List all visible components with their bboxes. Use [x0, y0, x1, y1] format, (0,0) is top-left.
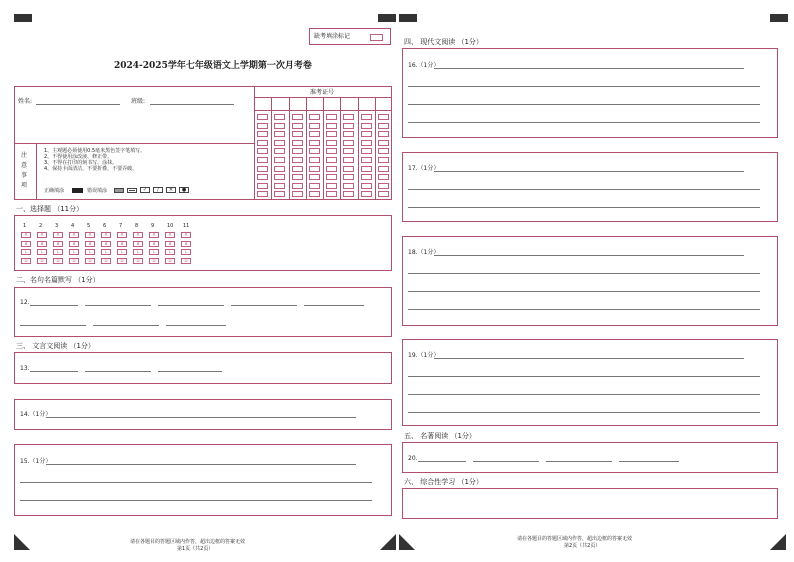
corner-marker-top-center-left — [378, 14, 396, 22]
ticket-digit-bubble[interactable] — [257, 157, 268, 163]
q16-answer-line[interactable] — [408, 86, 760, 87]
ticket-digit-bubble[interactable] — [343, 123, 354, 129]
choice-number: 9 — [151, 223, 155, 229]
q20-blank[interactable] — [473, 461, 539, 462]
ticket-digit-bubble[interactable] — [274, 148, 285, 154]
q19-answer-line[interactable] — [408, 376, 760, 377]
choice-bubble[interactable]: A — [101, 232, 111, 238]
choice-bubble[interactable]: C — [101, 249, 111, 255]
ticket-digit-bubble[interactable] — [343, 131, 354, 137]
choice-bubble[interactable]: C — [133, 249, 143, 255]
q17-answer-box — [402, 152, 778, 222]
ticket-digit-bubble[interactable] — [361, 123, 372, 129]
choice-number: 4 — [71, 223, 75, 229]
wrong-fill-sample-slash-icon: / — [153, 187, 163, 193]
q18-answer-line[interactable] — [408, 309, 760, 310]
ticket-digit-bubble[interactable] — [309, 131, 320, 137]
ticket-digit-bubble[interactable] — [257, 123, 268, 129]
q15-answer-line[interactable] — [46, 464, 356, 465]
choice-bubble[interactable]: D — [181, 258, 191, 264]
ticket-digit-bubble[interactable] — [378, 166, 389, 172]
ticket-digit-bubble[interactable] — [257, 148, 268, 154]
choice-bubble[interactable]: C — [21, 249, 31, 255]
choice-bubble[interactable]: C — [181, 249, 191, 255]
q14-label: 14.（1分） — [20, 411, 52, 418]
wrong-fill-sample-dot-icon: ● — [179, 187, 189, 193]
choice-number: 8 — [135, 223, 139, 229]
choice-bubble[interactable]: D — [85, 258, 95, 264]
corner-triangle-bottom-left — [14, 534, 30, 550]
class-field[interactable] — [150, 104, 234, 105]
notes-heading-char: 注 — [21, 152, 28, 159]
ticket-digit-bubble[interactable] — [343, 174, 354, 180]
ticket-digit-bubble[interactable] — [343, 191, 354, 197]
ticket-column-divider — [340, 97, 341, 200]
correct-fill-label: 正确填涂 — [44, 188, 65, 194]
ticket-digit-bubble[interactable] — [378, 131, 389, 137]
q18-answer-line[interactable] — [434, 255, 744, 256]
ticket-digit-bubble[interactable] — [292, 140, 303, 146]
q15-answer-line[interactable] — [20, 482, 372, 483]
notes-line: 2、不得使用涂改液、修正带。 — [44, 154, 113, 160]
ticket-digit-bubble[interactable] — [361, 166, 372, 172]
notes-list — [44, 148, 145, 172]
q19-answer-line[interactable] — [408, 394, 760, 395]
q12-blank[interactable] — [20, 325, 86, 326]
choice-bubble[interactable]: D — [53, 258, 63, 264]
ticket-digit-bubble[interactable] — [361, 114, 372, 120]
choice-bubble[interactable]: C — [149, 249, 159, 255]
ticket-digit-bubble[interactable] — [343, 148, 354, 154]
section-2-title: 二、名句名篇默写 （1分） — [16, 276, 100, 284]
choice-number: 10 — [167, 223, 174, 229]
absent-mark-bubble[interactable] — [370, 34, 383, 41]
ticket-digit-bubble[interactable] — [343, 157, 354, 163]
absent-mark-label: 缺考填涂标记 — [314, 33, 351, 40]
absent-mark-box — [309, 28, 391, 45]
section-4-title: 四、 现代文阅读 （1分） — [404, 38, 483, 46]
q18-label: 18.（1分） — [408, 249, 440, 256]
wrong-fill-label: 错误填涂 — [87, 188, 108, 194]
ticket-digit-bubble[interactable] — [361, 191, 372, 197]
ticket-digit-bubble[interactable] — [292, 123, 303, 129]
ticket-digit-bubble[interactable] — [326, 191, 337, 197]
ticket-digit-bubble[interactable] — [343, 140, 354, 146]
ticket-digit-bubble[interactable] — [378, 123, 389, 129]
ticket-digit-bubble[interactable] — [274, 191, 285, 197]
section-3-title: 三、 文言文阅读 （1分） — [16, 342, 95, 350]
choice-bubble[interactable]: C — [85, 249, 95, 255]
ticket-digit-bubble[interactable] — [326, 140, 337, 146]
q12-blank[interactable] — [85, 305, 151, 306]
ticket-digit-bubble[interactable] — [309, 140, 320, 146]
exam-title: 2024-2025学年七年级语文上学期第一次月考卷 — [114, 61, 312, 71]
notes-heading — [21, 152, 31, 189]
footer-notice-left: 请在各题目的答题区域内作答，超出边框的答案无效 — [130, 539, 246, 545]
q19-answer-line[interactable] — [408, 412, 760, 413]
choice-number: 2 — [39, 223, 43, 229]
q20-answer-box — [402, 442, 778, 473]
ticket-digit-bubble[interactable] — [309, 148, 320, 154]
choice-bubble[interactable]: B — [149, 241, 159, 247]
choice-bubble[interactable]: D — [117, 258, 127, 264]
ticket-column-divider — [375, 97, 376, 200]
ticket-digit-bubble[interactable] — [361, 157, 372, 163]
ticket-digit-bubble[interactable] — [292, 114, 303, 120]
ticket-digit-bubble[interactable] — [309, 166, 320, 172]
q20-blank[interactable] — [418, 461, 466, 462]
ticket-digit-bubble[interactable] — [309, 123, 320, 129]
choice-bubble[interactable]: C — [117, 249, 127, 255]
ticket-digit-bubble[interactable] — [274, 114, 285, 120]
choice-bubble[interactable]: A — [149, 232, 159, 238]
q12-blank[interactable] — [158, 305, 224, 306]
section-1-title: 一、选择题 （11分） — [16, 205, 84, 213]
ticket-digit-bubble[interactable] — [326, 123, 337, 129]
choice-bubble[interactable]: B — [165, 241, 175, 247]
q17-label: 17.（1分） — [408, 165, 440, 172]
ticket-digit-bubble[interactable] — [274, 166, 285, 172]
ticket-digit-bubble[interactable] — [309, 191, 320, 197]
ticket-digit-bubble[interactable] — [361, 174, 372, 180]
choice-bubble[interactable]: C — [165, 249, 175, 255]
choice-bubble[interactable]: C — [37, 249, 47, 255]
footer-notice-right: 请在各题目的答题区域内作答，超出边框的答案无效 — [517, 536, 633, 542]
ticket-digit-bubble[interactable] — [257, 131, 268, 137]
choice-number: 6 — [103, 223, 107, 229]
notes-heading-char: 事 — [21, 172, 28, 179]
ticket-digit-bubble[interactable] — [361, 140, 372, 146]
choice-bubble[interactable]: D — [69, 258, 79, 264]
choice-bubble[interactable]: A — [133, 232, 143, 238]
wrong-fill-sample-cross-icon: ✕ — [166, 187, 176, 193]
ticket-digit-bubble[interactable] — [378, 191, 389, 197]
ticket-column-divider — [271, 97, 272, 200]
choice-bubble[interactable]: A — [37, 232, 47, 238]
corner-marker-top-center-right — [399, 14, 417, 22]
choice-bubble[interactable]: B — [85, 241, 95, 247]
q14-answer-line[interactable] — [46, 417, 356, 418]
name-label: 姓名: — [18, 98, 33, 105]
ticket-digit-bubble[interactable] — [292, 131, 303, 137]
ticket-digit-bubble[interactable] — [309, 157, 320, 163]
choice-bubble[interactable]: A — [117, 232, 127, 238]
choice-number: 1 — [23, 223, 27, 229]
footer-page-right: 第2页（共2页） — [564, 543, 601, 549]
ticket-digit-bubble[interactable] — [378, 148, 389, 154]
ticket-digit-bubble[interactable] — [292, 183, 303, 189]
q13-blank[interactable] — [30, 371, 78, 372]
ticket-digit-bubble[interactable] — [326, 174, 337, 180]
ticket-digit-bubble[interactable] — [309, 183, 320, 189]
ticket-digit-bubble[interactable] — [292, 148, 303, 154]
ticket-digit-bubble[interactable] — [257, 191, 268, 197]
notes-line: 3、不得在打印的刻书写、涂抹。 — [44, 160, 118, 166]
ticket-digit-bubble[interactable] — [274, 140, 285, 146]
q20-label: 20. — [408, 455, 418, 462]
q20-blank[interactable] — [546, 461, 612, 462]
ticket-column-divider — [289, 97, 290, 200]
choice-bubble[interactable]: A — [85, 232, 95, 238]
q15-answer-box — [14, 444, 392, 516]
ticket-column-divider — [358, 97, 359, 200]
q12-blank[interactable] — [30, 305, 78, 306]
ticket-digit-bubble[interactable] — [326, 148, 337, 154]
ticket-digit-bubble[interactable] — [378, 157, 389, 163]
ticket-digit-bubble[interactable] — [257, 183, 268, 189]
choice-bubble[interactable]: C — [53, 249, 63, 255]
corner-triangle-bottom-right — [770, 534, 786, 550]
ticket-digit-bubble[interactable] — [378, 183, 389, 189]
q16-answer-line[interactable] — [408, 122, 760, 123]
ticket-digit-bubble[interactable] — [309, 174, 320, 180]
q16-label: 16.（1分） — [408, 62, 440, 69]
ticket-digit-bubble[interactable] — [378, 114, 389, 120]
q14-answer-box — [14, 399, 392, 430]
ticket-digit-bubble[interactable] — [326, 114, 337, 120]
ticket-digit-bubble[interactable] — [343, 114, 354, 120]
ticket-digit-bubble[interactable] — [257, 140, 268, 146]
choice-bubble[interactable]: B — [21, 241, 31, 247]
choice-bubble[interactable]: B — [101, 241, 111, 247]
q13-blank[interactable] — [158, 371, 222, 372]
q17-answer-line[interactable] — [408, 189, 760, 190]
q18-answer-box — [402, 236, 778, 326]
notes-line: 1、主观题必须使用0.5毫米黑色签字笔填写。 — [44, 148, 146, 154]
ticket-digit-bubble[interactable] — [292, 157, 303, 163]
q20-blank[interactable] — [619, 461, 679, 462]
ticket-digit-bubble[interactable] — [361, 131, 372, 137]
ticket-digit-bubble[interactable] — [378, 174, 389, 180]
ticket-digit-bubble[interactable] — [274, 174, 285, 180]
section-6-answer-box[interactable] — [402, 488, 778, 519]
choice-bubble[interactable]: D — [149, 258, 159, 264]
wrong-fill-sample-2 — [127, 188, 137, 193]
ticket-digit-bubble[interactable] — [257, 166, 268, 172]
ticket-digit-bubble[interactable] — [292, 191, 303, 197]
ticket-digit-bubble[interactable] — [309, 114, 320, 120]
class-label: 班级: — [131, 98, 146, 105]
wrong-fill-sample-1 — [114, 188, 124, 193]
ticket-number-label: 准考证号 — [310, 89, 335, 96]
correct-fill-sample — [72, 188, 83, 193]
q13-label: 13. — [20, 365, 30, 372]
choice-bubble[interactable]: D — [37, 258, 47, 264]
q13-blank[interactable] — [85, 371, 151, 372]
choice-bubble[interactable]: D — [165, 258, 175, 264]
choice-bubble[interactable]: A — [181, 232, 191, 238]
ticket-digit-bubble[interactable] — [343, 183, 354, 189]
q17-answer-line[interactable] — [434, 171, 744, 172]
choice-bubble[interactable]: A — [21, 232, 31, 238]
corner-marker-top-left — [14, 14, 32, 22]
q17-answer-line[interactable] — [408, 207, 760, 208]
ticket-digit-bubble[interactable] — [257, 114, 268, 120]
notes-heading-char: 项 — [21, 182, 28, 189]
choice-bubble[interactable]: B — [37, 241, 47, 247]
choice-bubble[interactable]: B — [133, 241, 143, 247]
ticket-digit-bubble[interactable] — [343, 166, 354, 172]
ticket-digit-bubble[interactable] — [292, 174, 303, 180]
q12-label: 12. — [20, 299, 30, 306]
q15-answer-line[interactable] — [20, 500, 372, 501]
footer-page-left: 第1页（共2页） — [177, 546, 214, 552]
q12-blank[interactable] — [166, 325, 226, 326]
ticket-column-divider — [306, 97, 307, 200]
ticket-digit-bubble[interactable] — [326, 166, 337, 172]
choice-bubble[interactable]: A — [69, 232, 79, 238]
choice-bubble[interactable]: D — [21, 258, 31, 264]
ticket-digit-bubble[interactable] — [361, 148, 372, 154]
ticket-digit-bubble[interactable] — [326, 183, 337, 189]
q16-answer-box — [402, 48, 778, 138]
choice-number: 7 — [119, 223, 123, 229]
notes-line: 4、保持卡面清洁，不要折叠，不要弄破。 — [44, 166, 138, 172]
q16-answer-line[interactable] — [408, 104, 760, 105]
ticket-digit-bubble[interactable] — [274, 131, 285, 137]
ticket-digit-bubble[interactable] — [378, 140, 389, 146]
choice-bubble[interactable]: B — [117, 241, 127, 247]
section-6-title: 六、 综合性学习 （1分） — [404, 478, 483, 486]
q19-answer-line[interactable] — [434, 358, 744, 359]
q18-answer-line[interactable] — [408, 273, 760, 274]
corner-triangle-bottom-center-right — [399, 534, 415, 550]
q12-blank[interactable] — [231, 305, 297, 306]
corner-marker-top-right — [770, 14, 788, 22]
choice-number: 11 — [183, 223, 190, 229]
choice-bubble[interactable]: D — [101, 258, 111, 264]
q12-answer-box — [14, 287, 392, 337]
ticket-digit-bubble[interactable] — [274, 183, 285, 189]
ticket-digit-bubble[interactable] — [292, 166, 303, 172]
q15-label: 15.（1分） — [20, 458, 52, 465]
ticket-digit-bubble[interactable] — [257, 174, 268, 180]
q12-blank[interactable] — [304, 305, 364, 306]
ticket-digit-bubble[interactable] — [326, 131, 337, 137]
ticket-digit-bubble[interactable] — [326, 157, 337, 163]
q16-answer-line[interactable] — [434, 68, 744, 69]
choice-bubble[interactable]: B — [53, 241, 63, 247]
q19-label: 19.（1分） — [408, 352, 440, 359]
q13-answer-box — [14, 352, 392, 384]
q12-blank[interactable] — [93, 325, 159, 326]
notes-heading-char: 意 — [21, 162, 28, 169]
choice-bubble[interactable]: A — [165, 232, 175, 238]
choice-number: 5 — [87, 223, 91, 229]
choice-bubble[interactable]: B — [69, 241, 79, 247]
choice-number: 3 — [55, 223, 59, 229]
section-5-title: 五、 名著阅读 （1分） — [404, 432, 476, 440]
choice-bubble[interactable]: D — [133, 258, 143, 264]
name-field[interactable] — [36, 104, 120, 105]
ticket-digit-bubble[interactable] — [361, 183, 372, 189]
corner-triangle-bottom-center-left — [380, 534, 396, 550]
choice-bubble[interactable]: A — [53, 232, 63, 238]
q18-answer-line[interactable] — [408, 291, 760, 292]
choice-bubble[interactable]: B — [181, 241, 191, 247]
choice-bubble[interactable]: C — [69, 249, 79, 255]
wrong-fill-sample-check-icon: ✓ — [140, 187, 150, 193]
ticket-digit-bubble[interactable] — [274, 157, 285, 163]
ticket-digit-bubble[interactable] — [274, 123, 285, 129]
ticket-column-divider — [323, 97, 324, 200]
